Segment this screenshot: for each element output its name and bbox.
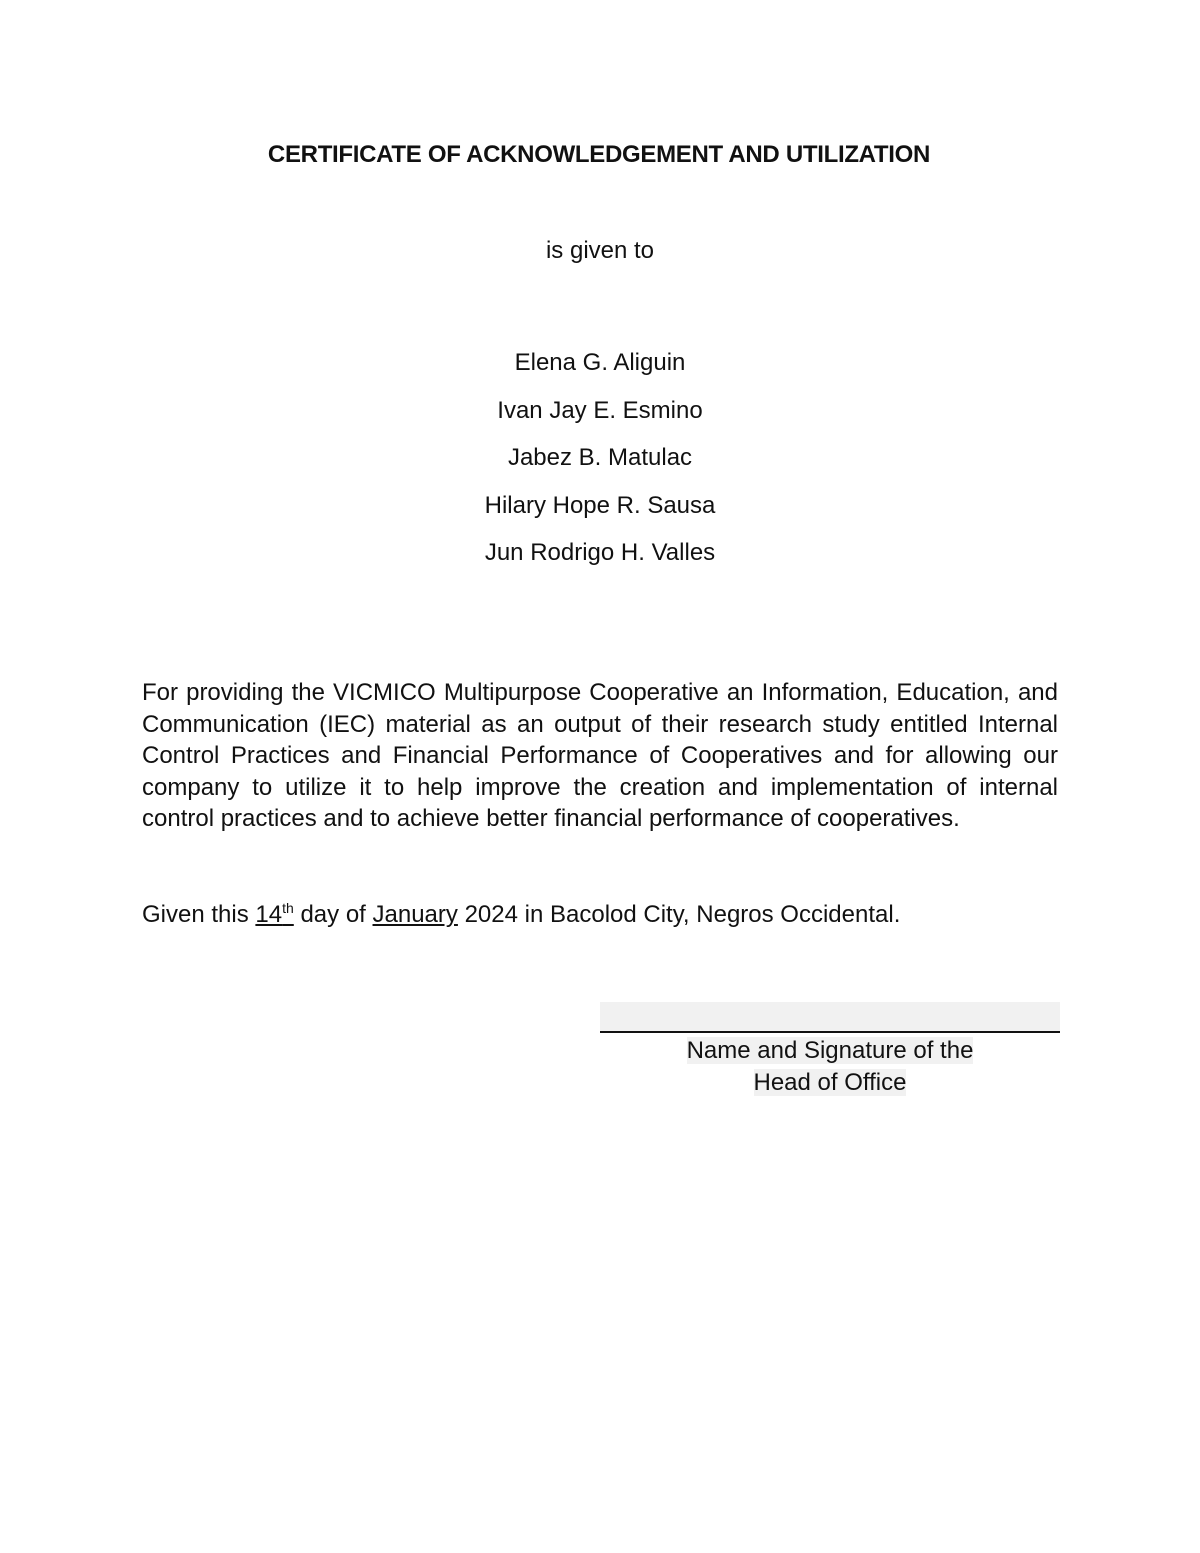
given-day-suffix: th — [282, 900, 294, 916]
recipient-name: Ivan Jay E. Esmino — [497, 396, 703, 424]
recipient-name: Jun Rodrigo H. Valles — [484, 539, 716, 566]
signature-label-line1: Name and Signature of the — [686, 1037, 974, 1064]
signature-label-line2: Head of Office — [753, 1069, 907, 1096]
given-date-line — [142, 899, 1058, 931]
given-day-number: 14 — [255, 901, 283, 928]
given-day — [255, 901, 293, 928]
signature-field[interactable] — [600, 1002, 1060, 1032]
recipient-name: Elena G. Aliguin — [514, 349, 686, 376]
given-suffix: 2024 in Bacolod City, Negros Occidental. — [464, 901, 901, 928]
given-month: January — [372, 901, 458, 928]
recipient-list — [0, 347, 1200, 585]
certificate-body: For providing the VICMICO Multipurpose Cooperative an Information, Education, and Communication (IEC) material as an output of their research study entitled Internal Control Practices and Financial Performance of Cooperatives and for allowing our company to utilize it to help improve the creation and implementation of internal control practices and to achieve better financial performance of cooperatives. — [142, 679, 1058, 832]
certificate-title: CERTIFICATE OF ACKNOWLEDGEMENT AND UTILIZATION — [267, 141, 931, 168]
given-prefix: Given this — [142, 901, 249, 928]
recipient-name: Hilary Hope R. Sausa — [484, 491, 716, 519]
given-middle: day of — [300, 901, 366, 928]
recipient-name: Jabez B. Matulac — [507, 444, 693, 471]
given-to-text: is given to — [545, 237, 655, 264]
signature-line — [600, 1031, 1060, 1033]
